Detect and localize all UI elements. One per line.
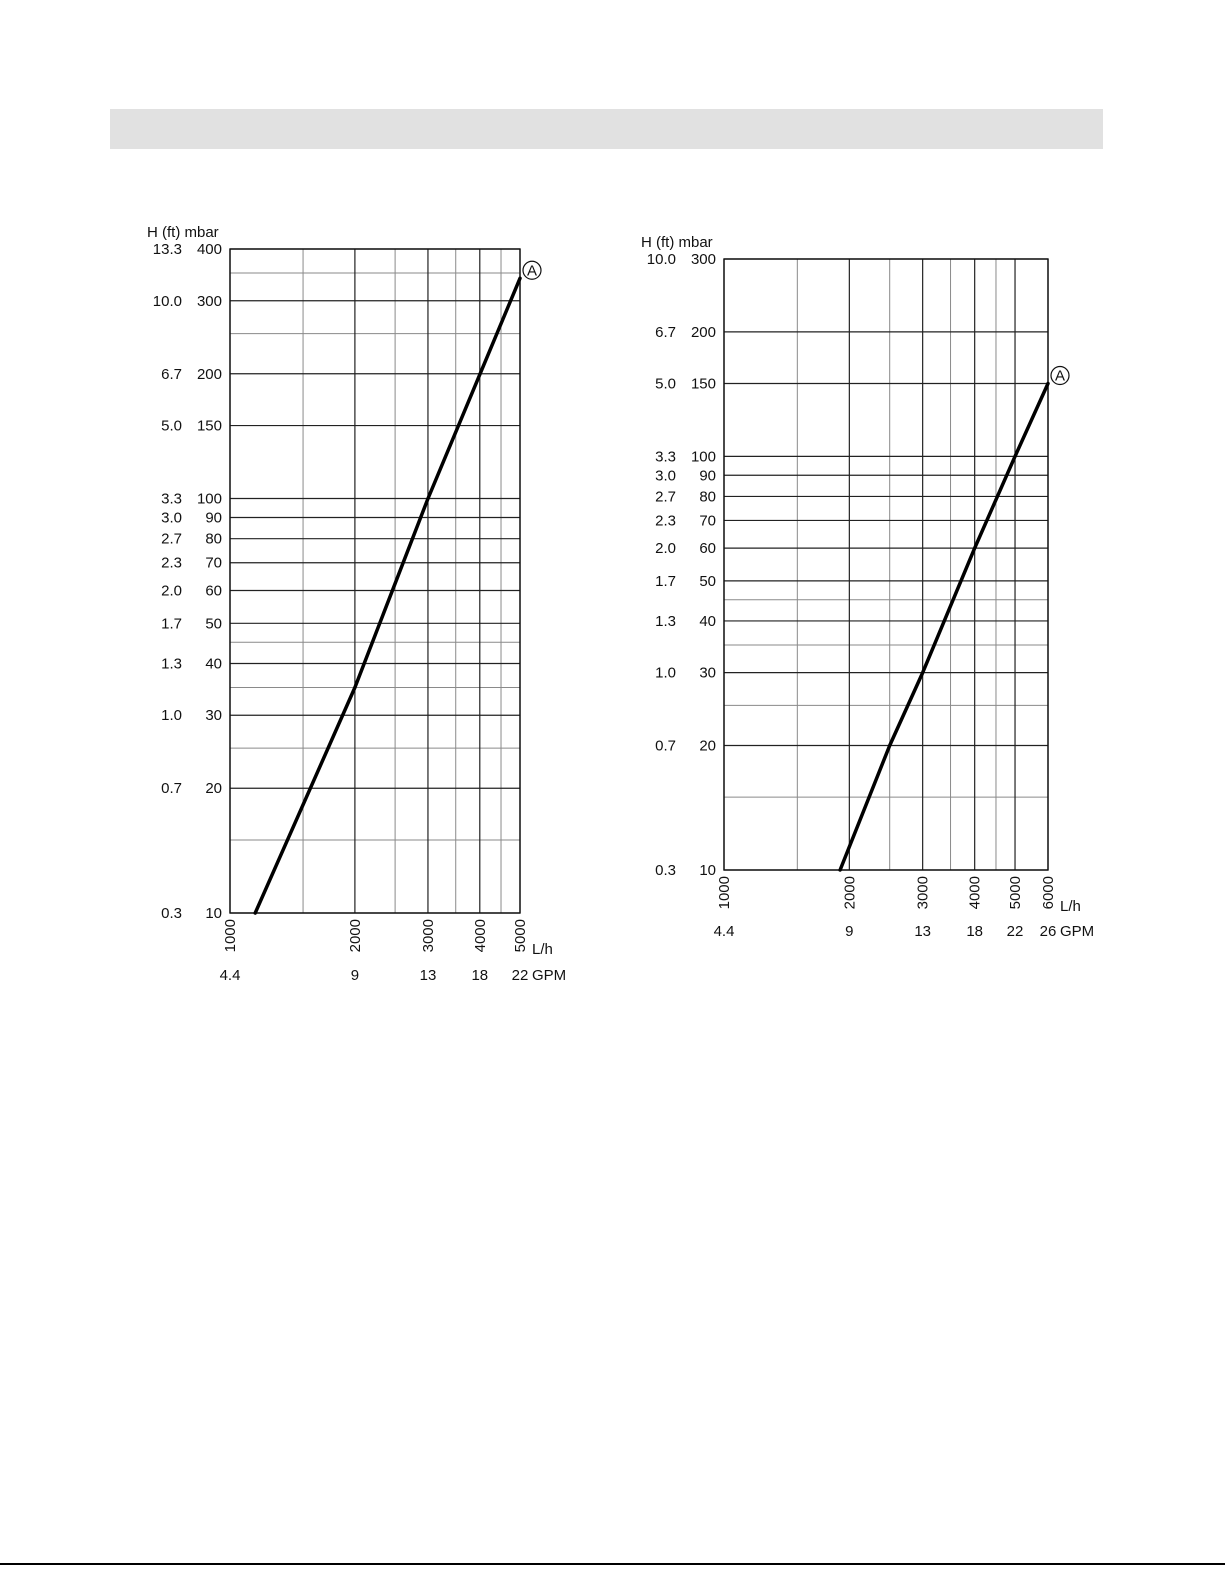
y-tick-label-mbar: 20 — [699, 737, 716, 755]
y-tick-label-ft: 0.7 — [655, 737, 676, 755]
x-tick-label-gpm: 18 — [471, 967, 489, 984]
plot-frame — [230, 249, 520, 913]
y-tick-label-ft: 2.3 — [161, 554, 182, 572]
y-tick-label-ft: 1.7 — [161, 615, 182, 633]
y-tick-label-mbar: 400 — [196, 241, 222, 258]
x-axis-unit-lh: L/h — [532, 941, 553, 958]
y-tick-label-ft: 6.7 — [161, 365, 182, 383]
x-tick-label-lh: 6000 — [1040, 876, 1057, 910]
y-tick-label-ft: 1.3 — [161, 655, 182, 673]
x-tick-label-gpm: 13 — [914, 923, 932, 940]
x-tick-label-lh: 2000 — [346, 919, 364, 953]
x-tick-label-gpm: 18 — [966, 923, 984, 940]
y-tick-label-mbar: 50 — [205, 615, 222, 633]
y-tick-label-mbar: 150 — [690, 375, 716, 393]
y-tick-label-mbar: 70 — [699, 512, 716, 530]
y-tick-label-mbar: 100 — [196, 490, 222, 508]
curve-label: A — [1054, 367, 1066, 385]
y-tick-label-mbar: 100 — [690, 448, 716, 466]
y-tick-label-mbar: 90 — [205, 509, 222, 527]
x-tick-label-lh: 3000 — [419, 919, 437, 953]
y-tick-label-ft: 5.0 — [655, 375, 676, 393]
y-tick-label-ft: 1.7 — [655, 572, 676, 590]
x-tick-label-lh: 2000 — [841, 876, 859, 910]
y-tick-label-ft: 0.3 — [655, 862, 676, 879]
x-tick-label-gpm: 4.4 — [219, 967, 241, 984]
chart-1 — [147, 224, 566, 984]
y-tick-label-mbar: 150 — [196, 417, 222, 435]
y-tick-label-mbar: 90 — [699, 467, 716, 485]
chart-2 — [641, 234, 1094, 940]
x-tick-label-lh: 4000 — [471, 919, 489, 953]
y-tick-label-ft: 1.0 — [655, 664, 676, 682]
y-tick-label-ft: 1.3 — [655, 612, 676, 630]
y-tick-label-ft: 10.0 — [646, 251, 676, 268]
x-tick-label-lh: 4000 — [966, 876, 984, 910]
y-tick-label-mbar: 60 — [205, 582, 222, 600]
curve-label: A — [526, 262, 538, 280]
x-tick-label-gpm: 22 — [1006, 923, 1024, 940]
y-tick-label-ft: 2.3 — [655, 512, 676, 530]
y-tick-label-mbar: 60 — [699, 540, 716, 558]
y-tick-label-ft: 13.3 — [152, 241, 182, 258]
y-tick-label-ft: 2.7 — [655, 488, 676, 506]
y-tick-label-mbar: 30 — [699, 664, 716, 682]
x-tick-label-lh: 1000 — [222, 919, 239, 953]
y-tick-label-mbar: 300 — [690, 251, 716, 268]
y-tick-label-mbar: 20 — [205, 780, 222, 798]
y-tick-label-mbar: 10 — [205, 905, 222, 922]
y-tick-label-mbar: 70 — [205, 554, 222, 572]
y-tick-label-ft: 1.0 — [161, 707, 182, 725]
page-bottom-rule — [0, 1563, 1225, 1565]
x-tick-label-lh: 1000 — [716, 876, 733, 910]
y-tick-label-mbar: 10 — [699, 862, 716, 879]
y-tick-label-mbar: 40 — [205, 655, 222, 673]
x-tick-label-lh: 5000 — [1007, 876, 1025, 910]
y-tick-label-ft: 3.3 — [161, 490, 182, 508]
y-tick-label-mbar: 80 — [205, 530, 222, 548]
y-tick-label-mbar: 300 — [196, 292, 222, 310]
y-tick-label-mbar: 80 — [699, 488, 716, 506]
y-tick-label-ft: 2.7 — [161, 530, 182, 548]
y-tick-label-mbar: 200 — [196, 365, 222, 383]
x-tick-label-gpm: 9 — [350, 967, 360, 984]
x-axis-unit-gpm: GPM — [532, 967, 567, 984]
y-tick-label-mbar: 30 — [205, 707, 222, 725]
x-tick-label-lh: 5000 — [512, 919, 529, 953]
y-axis-title: H (ft) mbar — [147, 224, 219, 241]
plot-frame — [724, 259, 1048, 870]
x-axis-unit-lh: L/h — [1060, 898, 1081, 915]
x-tick-label-lh: 3000 — [914, 876, 932, 910]
y-tick-label-ft: 5.0 — [161, 417, 182, 435]
y-tick-label-ft: 2.0 — [655, 540, 676, 558]
y-tick-label-ft: 0.7 — [161, 780, 182, 798]
y-tick-label-ft: 2.0 — [161, 582, 182, 600]
x-tick-label-gpm: 4.4 — [713, 923, 735, 940]
x-tick-label-gpm: 26 — [1039, 923, 1057, 940]
y-tick-label-mbar: 50 — [699, 572, 716, 590]
x-tick-label-gpm: 9 — [845, 923, 854, 940]
x-tick-label-gpm: 13 — [419, 967, 437, 984]
y-tick-label-ft: 0.3 — [161, 905, 182, 922]
y-tick-label-ft: 6.7 — [655, 323, 676, 341]
y-tick-label-ft: 3.0 — [161, 509, 182, 527]
y-axis-title: H (ft) mbar — [641, 234, 713, 251]
y-tick-label-ft: 10.0 — [152, 292, 182, 310]
y-tick-label-mbar: 40 — [699, 612, 716, 630]
x-axis-unit-gpm: GPM — [1060, 923, 1095, 940]
y-tick-label-ft: 3.0 — [655, 467, 676, 485]
x-tick-label-gpm: 22 — [511, 967, 529, 984]
y-tick-label-ft: 3.3 — [655, 448, 676, 466]
y-tick-label-mbar: 200 — [690, 323, 716, 341]
